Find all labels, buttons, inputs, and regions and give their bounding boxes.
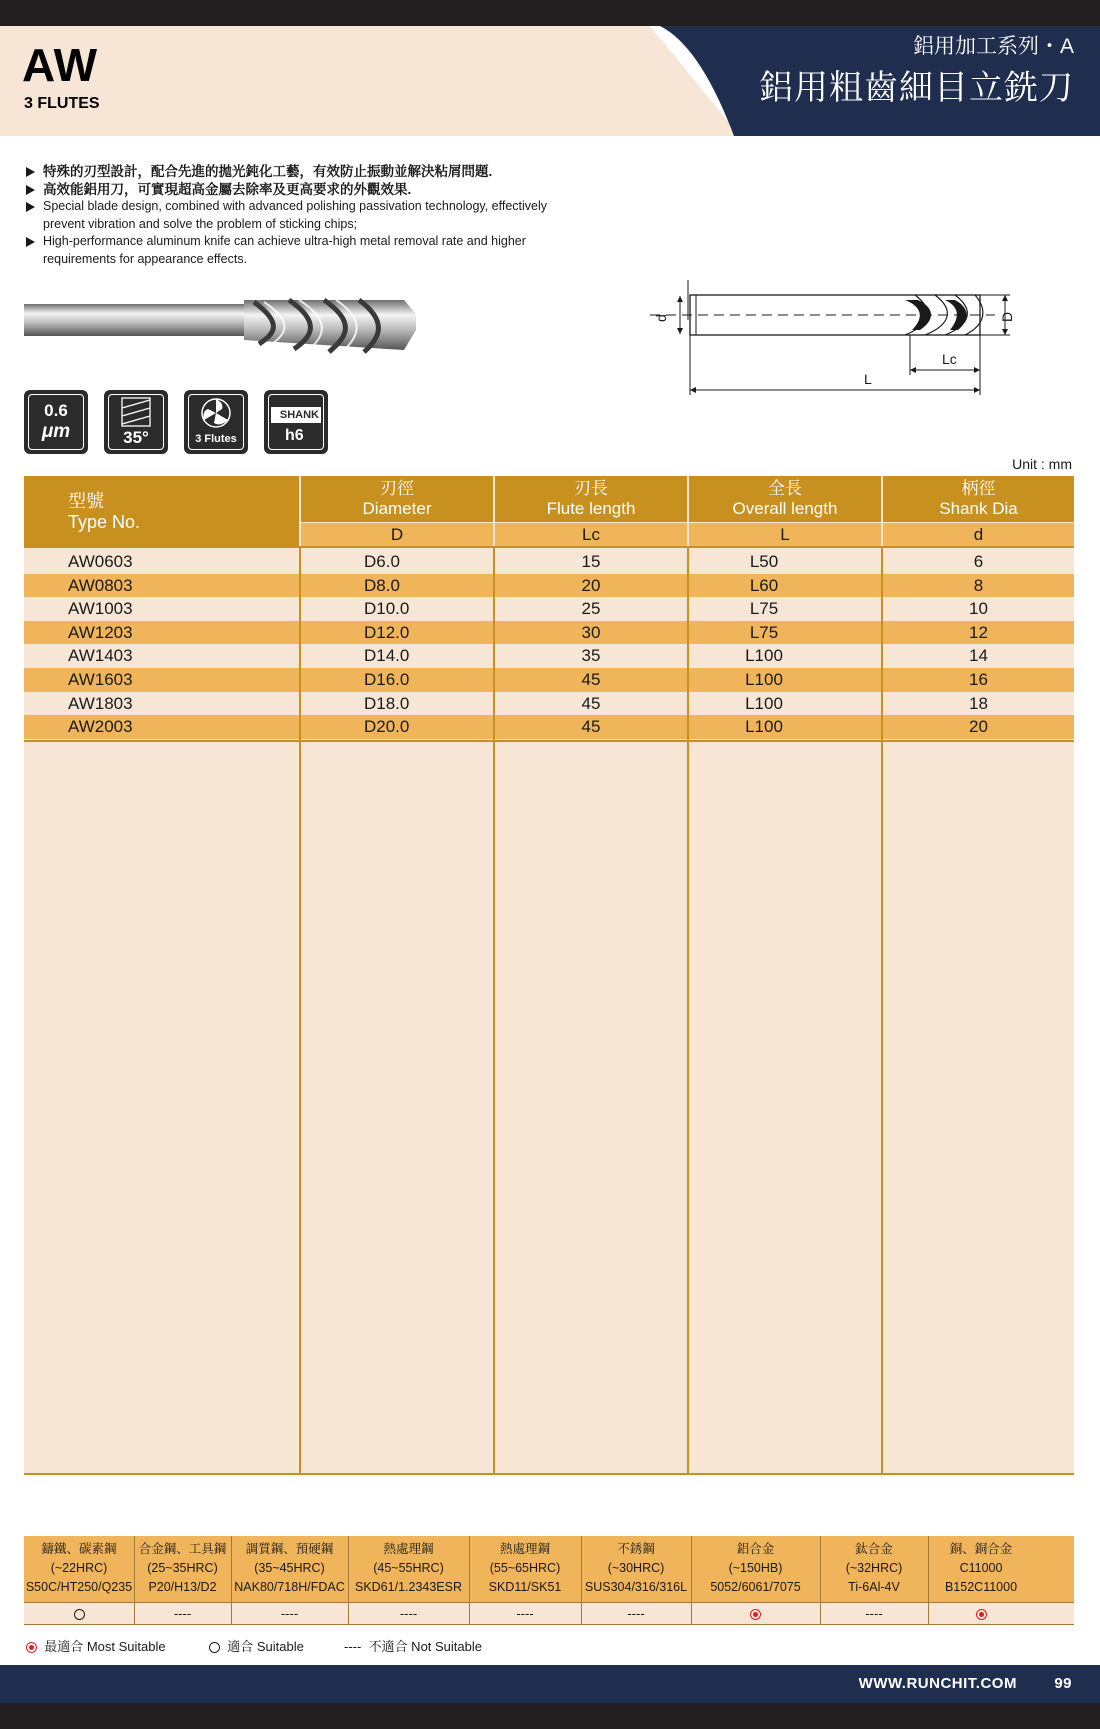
cell-d: 20: [969, 717, 988, 737]
material-cell: [581, 1536, 691, 1602]
cell-d: 14: [969, 646, 988, 666]
cell-type: AW1203: [68, 622, 133, 642]
legend-suitable: 適合 Suitable: [209, 1636, 304, 1655]
material-cell: [134, 1536, 231, 1602]
feature-item: 高效能鋁用刀，可實現超高金屬去除率及更高要求的外觀效果.: [26, 181, 586, 199]
material-hardness: (25~35HRC): [147, 1561, 218, 1575]
column-divider: [687, 546, 689, 1475]
header-type-no: 型號 Type No.: [24, 476, 299, 546]
not-suitable-mark: ----: [627, 1606, 645, 1621]
website-link[interactable]: WWW.RUNCHIT.COM: [858, 1675, 1017, 1692]
table-divider: [24, 740, 1074, 742]
cell-d: D6.0: [364, 552, 400, 571]
material-divider: [691, 1536, 692, 1625]
cell-type: AW1403: [68, 646, 133, 666]
feature-list: [26, 163, 586, 268]
cell-type: AW2003: [68, 717, 133, 737]
feature-item: High-performance aluminum knife can achieve ultra-high metal removal rate and higher requirements for appearance effects.: [26, 233, 586, 268]
cell-d: D12.0: [364, 622, 410, 642]
bottom-bar: [0, 1703, 1100, 1729]
cell-l: L100: [745, 646, 783, 666]
most-suitable-icon: [26, 1642, 37, 1653]
material-hardness: (45~55HRC): [373, 1561, 444, 1575]
diagram-label-D: D: [999, 311, 1015, 322]
table-row: [24, 597, 1074, 621]
material-cell: [348, 1536, 469, 1602]
table-divider: [24, 1473, 1074, 1475]
diagram-label-d: d: [653, 314, 669, 322]
material-cell: [24, 1536, 134, 1602]
not-suitable-mark: ----: [173, 1606, 192, 1621]
cell-l: L100: [745, 717, 783, 737]
legend-not-suitable: ---- 不適合 Not Suitable: [344, 1639, 482, 1654]
material-grades: NAK80/718H/FDAC: [234, 1580, 345, 1594]
cell-l: L50: [749, 552, 779, 571]
most-suitable-icon: [691, 1602, 820, 1625]
not-suitable-mark: ----: [865, 1606, 883, 1621]
material-divider: [928, 1536, 929, 1625]
material-name: 鋁合金: [736, 1542, 775, 1556]
material-divider: [469, 1536, 470, 1625]
cell-d: 18: [969, 693, 988, 713]
diagram-label-Lc: Lc: [942, 351, 957, 367]
bullet-arrow-icon: [26, 202, 35, 212]
material-cell: [691, 1536, 820, 1602]
cell-d: 10: [969, 599, 988, 619]
material-grades: SUS304/316/316L: [584, 1580, 688, 1594]
column-divider: [881, 546, 883, 1475]
table-row: [24, 715, 1074, 739]
material-divider: [581, 1536, 582, 1625]
material-hardness: (35~45HRC): [254, 1561, 325, 1575]
material-name: 熱處理鋼: [499, 1542, 550, 1556]
cell-lc: 45: [581, 693, 601, 713]
cell-d: D16.0: [364, 670, 410, 689]
material-hardness: (~150HB): [728, 1561, 783, 1575]
material-name: 銅、銅合金: [949, 1542, 1013, 1556]
material-name: 鈦合金: [855, 1542, 893, 1556]
cell-lc: 30: [581, 622, 601, 642]
product-code-title: AW: [22, 39, 99, 91]
table-row: [24, 692, 1074, 716]
diagram-label-L: L: [864, 371, 872, 387]
flutes-icon: 3 Flutes: [184, 390, 248, 454]
material-grades: SKD11/SK51: [488, 1580, 562, 1594]
material-hardness: (~22HRC): [50, 1561, 108, 1575]
header-overall-length: 全長 Overall length L: [689, 476, 881, 546]
not-suitable-mark: ----: [399, 1606, 418, 1621]
material-cell: [469, 1536, 581, 1602]
series-label: 鋁用加工系列・A: [912, 35, 1074, 58]
cell-d: 16: [969, 670, 988, 689]
material-divider: [820, 1536, 821, 1625]
material-grades: P20/H13/D2: [148, 1580, 217, 1594]
header-diameter: 刃徑 Diameter D: [301, 476, 493, 546]
end-mill-dimension-diagram: [650, 280, 1080, 400]
bullet-arrow-icon: [26, 167, 35, 177]
material-grades: B152C11000: [944, 1580, 1018, 1594]
cell-type: AW1003: [68, 599, 133, 619]
material-hardness: (~30HRC): [607, 1561, 665, 1575]
material-grades: SKD61/1.2343ESR: [354, 1580, 462, 1594]
material-grades: S50C/HT250/Q235: [25, 1580, 133, 1594]
cell-d: 8: [973, 575, 984, 595]
top-bar: [0, 0, 1100, 26]
legend-most-suitable: 最適合 Most Suitable: [26, 1636, 166, 1655]
header-shank-dia: 柄徑 Shank Dia d: [883, 476, 1074, 546]
shank-tolerance-icon: SHANK h6: [264, 390, 328, 454]
bullet-arrow-icon: [26, 237, 35, 247]
cell-d: D20.0: [364, 717, 410, 737]
cell-lc: 45: [581, 670, 601, 689]
cell-d: D10.0: [364, 599, 410, 619]
helix-angle-icon: 35°: [104, 390, 168, 454]
material-grades: Ti-6Al-4V: [848, 1580, 900, 1594]
material-grades: 5052/6061/7075: [710, 1580, 801, 1594]
cell-type: AW0603: [68, 552, 133, 571]
cell-d: D14.0: [364, 646, 410, 666]
cell-type: AW1803: [68, 693, 133, 713]
roughness-icon: 0.6 μm: [24, 390, 88, 454]
material-divider: [348, 1536, 349, 1625]
cell-d: D18.0: [364, 693, 410, 713]
material-cell: [820, 1536, 928, 1602]
cell-type: AW1603: [68, 670, 133, 689]
cell-l: L75: [749, 622, 779, 642]
suitable-icon: [24, 1602, 134, 1625]
cell-lc: 20: [581, 575, 601, 595]
most-suitable-icon: [928, 1602, 1034, 1625]
material-name: 鑄鐵、碳素鋼: [41, 1542, 117, 1556]
cell-l: L60: [749, 575, 779, 595]
table-row: [24, 574, 1074, 598]
unit-label: Unit : mm: [1012, 456, 1072, 472]
column-divider: [299, 546, 301, 1475]
table-row: [24, 668, 1074, 692]
table-row: [24, 644, 1074, 668]
footer-text: [859, 1675, 1072, 1692]
page-number: 99: [1054, 1675, 1072, 1692]
cell-l: L100: [745, 693, 783, 713]
header-flute-length: 刃長 Flute length Lc: [495, 476, 687, 546]
product-flutes-subtitle: 3 FLUTES: [24, 95, 100, 112]
material-divider: [231, 1536, 232, 1625]
cell-type: AW0803: [68, 575, 133, 595]
material-divider: [134, 1536, 135, 1625]
feature-item: 特殊的刃型設計，配合先進的拋光鈍化工藝，有效防止振動並解決粘屑問題.: [26, 163, 586, 181]
material-name: 調質鋼、預硬鋼: [245, 1542, 334, 1556]
cell-l: L75: [749, 599, 779, 619]
cell-d: 12: [969, 622, 988, 642]
cell-d: 6: [973, 552, 984, 571]
material-name: 合金鋼、工具鋼: [138, 1542, 227, 1556]
column-divider: [493, 546, 495, 1475]
table-divider: [24, 546, 1074, 548]
spec-table: [24, 476, 1074, 1475]
product-name: 鋁用粗齒細目立銑刀: [759, 69, 1074, 107]
material-hardness: (~32HRC): [845, 1561, 903, 1575]
material-name: 不銹鋼: [617, 1542, 655, 1556]
cell-lc: 25: [581, 599, 601, 619]
cell-lc: 45: [581, 717, 601, 737]
not-suitable-mark: ----: [280, 1606, 299, 1621]
material-name: 熱處理鋼: [383, 1542, 434, 1556]
cell-l: L100: [745, 670, 783, 689]
material-cell: [231, 1536, 348, 1602]
material-suitability-table: [24, 1536, 1074, 1625]
table-row: [24, 621, 1074, 645]
cell-lc: 35: [581, 646, 601, 666]
suitable-icon: [209, 1642, 220, 1653]
not-suitable-mark: ----: [516, 1606, 534, 1621]
feature-item: Special blade design, combined with advanced polishing passivation technology, effectively prevent vibration and solve the problem of sticking chips;: [26, 198, 586, 233]
end-mill-photo: [24, 294, 416, 360]
cell-d: D8.0: [364, 575, 400, 595]
table-row: [24, 550, 1074, 574]
bullet-arrow-icon: [26, 185, 35, 195]
cell-lc: 15: [581, 552, 601, 571]
material-cell: [928, 1536, 1034, 1602]
material-hardness: C11000: [959, 1561, 1003, 1575]
material-hardness: (55~65HRC): [489, 1561, 561, 1575]
